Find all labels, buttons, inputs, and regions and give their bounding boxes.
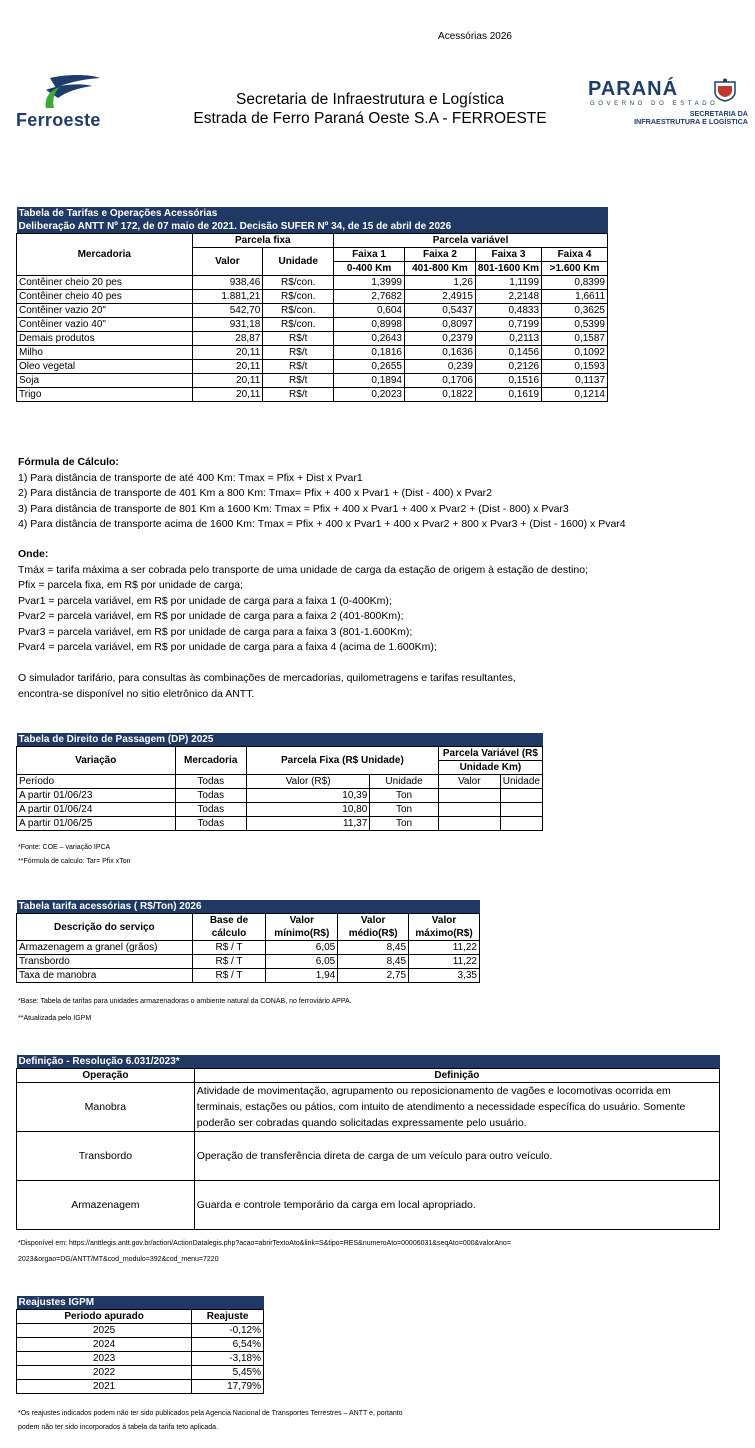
tarifas-header-range-3: 801-1600 Km <box>475 262 541 276</box>
igpm-note-2: podem não ter sido incorporados à tabela da tarifa teto aplicada. <box>18 1424 219 1431</box>
medio-cell: 2,75 <box>338 969 409 983</box>
faixa-2-cell: 0,5437 <box>404 304 475 318</box>
mercadoria-cell: Demais produtos <box>17 332 193 346</box>
table-row <box>17 789 543 803</box>
faixa-3-cell: 1,1199 <box>475 276 541 290</box>
dp-sub-valor: Valor (R$) <box>246 775 369 789</box>
table-row <box>17 276 608 290</box>
valor-cell: 542,70 <box>192 304 263 318</box>
faixa-4-cell: 0,5399 <box>542 318 608 332</box>
onde-line-4: Pvar2 = parcela variável, em R$ por unidade de carga para a faixa 2 (401-800Km); <box>18 610 404 622</box>
formula-title: Fórmula de Cálculo: <box>18 456 119 468</box>
unidade-cell: R$/con. <box>263 318 334 332</box>
mercadoria-cell: Contêiner cheio 40 pes <box>17 290 193 304</box>
onde-section <box>18 547 588 656</box>
definicao-def-manobra: Atividade de movimentação, agrupamento ou reposicionamento de vagões e locomotivas ocorrida em terminais, estações ou pátios, com intuito de atendimento a necessidade específica do usuário. Somente poderão ser cobradas quando solicitadas expressamente pelo usuário. <box>194 1083 719 1132</box>
faixa-2-cell: 2,4915 <box>404 290 475 304</box>
faixa-1-cell: 1,3999 <box>334 276 405 290</box>
medio-cell: 8,45 <box>338 955 409 969</box>
dp-header-parcela-variavel-2: Unidade Km) <box>438 761 542 775</box>
faixa-1-cell: 0,8998 <box>334 318 405 332</box>
table-row <box>17 346 608 360</box>
unidade-cell: R$/t <box>263 332 334 346</box>
table-row <box>17 360 608 374</box>
simulador-line-2: encontra-se disponível no sitio eletrônico da ANTT. <box>18 687 255 700</box>
unidade-cell: R$/con. <box>263 304 334 318</box>
table-row <box>17 374 608 388</box>
dp-sub-var-valor: Valor <box>438 775 500 789</box>
definicao-header-operacao: Operação <box>17 1069 195 1083</box>
var-valor-cell <box>438 817 500 831</box>
definicao-def-transbordo: Operação de transferência direta de carga de um veículo para outro veículo. <box>194 1132 719 1181</box>
reajuste-cell: 17,79% <box>192 1380 264 1394</box>
maximo-cell: 3,35 <box>409 969 480 983</box>
igpm-body <box>17 1324 264 1394</box>
valor-cell: 938,46 <box>192 276 263 290</box>
dp-sub-periodo: Período <box>17 775 176 789</box>
formula-line-2: 2) Para distância de transporte de 401 Km a 800 Km: Tmax= Pfix + 400 x Pvar1 + (Dist - 400) x Pvar2 <box>18 487 492 499</box>
tarifas-header-faixa-3: Faixa 3 <box>475 248 541 262</box>
table-row <box>17 1338 264 1352</box>
minimo-cell: 6,05 <box>266 955 338 969</box>
valor-cell: 20,11 <box>192 388 263 402</box>
medio-cell: 8,45 <box>338 941 409 955</box>
tarifas-header-range-1: 0-400 Km <box>334 262 405 276</box>
acessorias-title: Tabela tarifa acessórias ( R$/Ton) 2026 <box>17 900 480 914</box>
mercadoria-cell: Oleo vegetal <box>17 360 193 374</box>
periodo-cell: A partir 01/06/24 <box>17 803 176 817</box>
tarifas-body <box>17 276 608 402</box>
tarifas-header-unidade: Unidade <box>263 248 334 276</box>
unidade-cell: R$/t <box>263 360 334 374</box>
reajuste-cell: 6,54% <box>192 1338 264 1352</box>
mercadoria-cell: Milho <box>17 346 193 360</box>
table-row <box>17 955 480 969</box>
header-line-1: Secretaria de Infraestrutura e Logística <box>236 91 504 108</box>
definicao-table <box>16 1055 720 1230</box>
faixa-4-cell: 0,1593 <box>542 360 608 374</box>
faixa-1-cell: 2,7682 <box>334 290 405 304</box>
acessorias-table <box>16 900 480 983</box>
parana-logo-secretaria <box>588 110 748 126</box>
tarifas-header-valor: Valor <box>192 248 263 276</box>
faixa-1-cell: 0,2023 <box>334 388 405 402</box>
minimo-cell: 1,94 <box>266 969 338 983</box>
igpm-header-periodo: Periodo apurado <box>17 1310 192 1324</box>
reajuste-cell: 5,45% <box>192 1366 264 1380</box>
valor-cell: 10,39 <box>246 789 369 803</box>
ferroeste-logo-text: Ferroeste <box>16 110 101 130</box>
tarifas-header-faixa-2: Faixa 2 <box>404 248 475 262</box>
acessorias-header-base-1: Base de <box>192 914 266 928</box>
periodo-cell: 2024 <box>17 1338 192 1352</box>
onde-line-2: Pfix = parcela fixa, em R$ por unidade de carga; <box>18 579 244 591</box>
acessorias-header-min-2: mínimo(R$) <box>266 927 338 941</box>
table-row <box>17 1366 264 1380</box>
faixa-3-cell: 0,1516 <box>475 374 541 388</box>
table-row <box>17 1352 264 1366</box>
formula-line-1: 1) Para distância de transporte de até 400 Km: Tmax = Pfix + Dist x Pvar1 <box>18 471 363 484</box>
mercadoria-cell: Contêiner cheio 20 pes <box>17 276 193 290</box>
simulador-section <box>18 671 516 702</box>
onde-line-5: Pvar3 = parcela variável, em R$ por unidade de carga para a faixa 3 (801-1.600Km); <box>18 625 413 638</box>
definicao-def-armazenagem: Guarda e controle temporário da carga em local apropriado. <box>194 1181 719 1230</box>
acessorias-body <box>17 941 480 983</box>
faixa-2-cell: 0,2379 <box>404 332 475 346</box>
dp-header-parcela-fixa: Parcela Fixa (R$ Unidade) <box>246 747 438 775</box>
periodo-cell: A partir 01/06/23 <box>17 789 176 803</box>
dp-sub-unidade: Unidade <box>370 775 438 789</box>
descricao-cell: Taxa de manobra <box>17 969 193 983</box>
onde-line-6: Pvar4 = parcela variável, em R$ por unidade de carga para a faixa 4 (acima de 1.600Km); <box>18 641 437 653</box>
igpm-title: Reajustes IGPM <box>17 1296 264 1310</box>
parana-logo <box>588 78 748 130</box>
parana-coat-of-arms-icon <box>710 78 740 102</box>
definicao-header-definicao: Definição <box>194 1069 719 1083</box>
faixa-1-cell: 0,1816 <box>334 346 405 360</box>
var-unidade-cell <box>500 817 542 831</box>
parana-logo-title: PARANÁ <box>588 78 679 100</box>
dp-header-mercadoria: Mercadoria <box>175 747 246 775</box>
periodo-cell: A partir 01/06/25 <box>17 817 176 831</box>
unidade-cell: R$/t <box>263 374 334 388</box>
tarifas-header-parcela-variavel: Parcela variável <box>334 234 608 248</box>
unidade-cell: Ton <box>370 817 438 831</box>
faixa-4-cell: 0,3625 <box>542 304 608 318</box>
faixa-2-cell: 0,1636 <box>404 346 475 360</box>
valor-cell: 1.881,21 <box>192 290 263 304</box>
maximo-cell: 11,22 <box>409 941 480 955</box>
table-row <box>17 817 543 831</box>
formula-line-4: 4) Para distância de transporte acima de 1600 Km: Tmax = Pfix + 400 x Pvar1 + 400 x Pvar2 + 800 x Pvar3 + (Dist - 1600) x Pvar4 <box>18 518 626 530</box>
valor-cell: 11,37 <box>246 817 369 831</box>
acessorias-header-med-1: Valor <box>338 914 409 928</box>
onde-title: Onde: <box>18 548 49 560</box>
simulador-line-1: O simulador tarifário, para consultas às combinações de mercadorias, quilometragens e tarifas resultantes, <box>18 672 516 684</box>
faixa-2-cell: 0,1822 <box>404 388 475 402</box>
faixa-2-cell: 1,26 <box>404 276 475 290</box>
descricao-cell: Armazenagem a granel (grãos) <box>17 941 193 955</box>
var-valor-cell <box>438 803 500 817</box>
mercadoria-cell: Contêiner vazio 40" <box>17 318 193 332</box>
valor-cell: 10,80 <box>246 803 369 817</box>
acessorias-header-min-1: Valor <box>266 914 338 928</box>
valor-cell: 20,11 <box>192 346 263 360</box>
unidade-cell: R$/t <box>263 346 334 360</box>
igpm-table <box>16 1296 264 1394</box>
faixa-4-cell: 0,1214 <box>542 388 608 402</box>
definicao-note-2: 2023&orgao=DG/ANTT/MT&cod_modulo=392&cod_menu=7220 <box>18 1256 219 1263</box>
table-row <box>17 290 608 304</box>
unidade-cell: R$/con. <box>263 276 334 290</box>
definicao-title: Definição - Resolução 6.031/2023* <box>17 1055 720 1069</box>
reajuste-cell: -3,18% <box>192 1352 264 1366</box>
faixa-1-cell: 0,1894 <box>334 374 405 388</box>
tarifas-header-faixa-4: Faixa 4 <box>542 248 608 262</box>
unidade-cell: Ton <box>370 803 438 817</box>
faixa-1-cell: 0,2655 <box>334 360 405 374</box>
acessorias-note-2: **Atualizada pelo IGPM <box>18 1015 92 1022</box>
table-row <box>17 969 480 983</box>
table-row <box>17 1380 264 1394</box>
tarifas-title-2: Deliberação ANTT Nº 172, de 07 maio de 2021. Decisão SUFER Nº 34, de 15 de abril de 2026 <box>17 220 608 234</box>
reajuste-cell: -0,12% <box>192 1324 264 1338</box>
faixa-2-cell: 0,239 <box>404 360 475 374</box>
mercadoria-cell: Trigo <box>17 388 193 402</box>
valor-cell: 20,11 <box>192 360 263 374</box>
minimo-cell: 6,05 <box>266 941 338 955</box>
faixa-1-cell: 0,604 <box>334 304 405 318</box>
faixa-3-cell: 0,2126 <box>475 360 541 374</box>
formula-section <box>18 455 626 533</box>
faixa-3-cell: 0,1456 <box>475 346 541 360</box>
maximo-cell: 11,22 <box>409 955 480 969</box>
mercadoria-cell: Contêiner vazio 20" <box>17 304 193 318</box>
faixa-4-cell: 1,6611 <box>542 290 608 304</box>
acessorias-header-descricao: Descrição do serviço <box>17 914 193 941</box>
periodo-cell: 2023 <box>17 1352 192 1366</box>
onde-line-3: Pvar1 = parcela variável, em R$ por unidade de carga para a faixa 1 (0-400Km); <box>18 594 392 607</box>
var-valor-cell <box>438 789 500 803</box>
faixa-3-cell: 0,1619 <box>475 388 541 402</box>
acessorias-header-max-2: máximo(R$) <box>409 927 480 941</box>
faixa-4-cell: 0,1587 <box>542 332 608 346</box>
mercadoria-cell: Todas <box>175 789 246 803</box>
parana-logo-gov: GOVERNO DO ESTADO <box>590 101 719 107</box>
faixa-3-cell: 0,2113 <box>475 332 541 346</box>
document-label: Acessórias 2026 <box>438 31 512 42</box>
faixa-3-cell: 0,4833 <box>475 304 541 318</box>
dp-sub-var-unidade: Unidade <box>500 775 542 789</box>
definicao-op-transbordo: Transbordo <box>17 1132 195 1181</box>
formula-line-3: 3) Para distância de transporte de 801 Km a 1600 Km: Tmax = Pfix + 400 x Pvar1 + 400 x Pvar2 + (Dist - 800) x Pvar3 <box>18 502 569 515</box>
tarifas-table <box>16 207 608 402</box>
periodo-cell: 2025 <box>17 1324 192 1338</box>
table-row <box>17 318 608 332</box>
faixa-2-cell: 0,1706 <box>404 374 475 388</box>
faixa-4-cell: 0,1137 <box>542 374 608 388</box>
unidade-cell: R$/con. <box>263 290 334 304</box>
periodo-cell: 2022 <box>17 1366 192 1380</box>
dp-header-variacao: Variação <box>17 747 176 775</box>
dp-sub-todas: Todas <box>175 775 246 789</box>
base-cell: R$ / T <box>192 955 266 969</box>
table-row <box>17 1324 264 1338</box>
acessorias-note-1: *Base: Tabela de tarifas para unidades armazenadoras o ambiente natural da CONAB, no ferroviário APPA. <box>18 998 352 1005</box>
header-line-2: Estrada de Ferro Paraná Oeste S.A - FERROESTE <box>193 110 547 127</box>
faixa-2-cell: 0,8097 <box>404 318 475 332</box>
table-row <box>17 941 480 955</box>
var-unidade-cell <box>500 803 542 817</box>
base-cell: R$ / T <box>192 941 266 955</box>
faixa-3-cell: 0,7199 <box>475 318 541 332</box>
unidade-cell: Ton <box>370 789 438 803</box>
dp-note-2: **Fórmula de calculo: Tar= Pfix xTon <box>18 858 131 865</box>
mercadoria-cell: Todas <box>175 803 246 817</box>
var-unidade-cell <box>500 789 542 803</box>
acessorias-header-max-1: Valor <box>409 914 480 928</box>
dp-header-parcela-variavel-1: Parcela Variável (R$ <box>438 747 542 761</box>
igpm-note-1: *Os reajustes indicados podem não ter sido publicados pela Agencia Nacional de Transportes Terrestres – ANTT e, portanto <box>18 1410 403 1417</box>
tarifas-header-range-2: 401-800 Km <box>404 262 475 276</box>
faixa-3-cell: 2,2148 <box>475 290 541 304</box>
faixa-4-cell: 0,8399 <box>542 276 608 290</box>
valor-cell: 931,18 <box>192 318 263 332</box>
table-row <box>17 388 608 402</box>
faixa-1-cell: 0,2643 <box>334 332 405 346</box>
acessorias-header-base-2: cálculo <box>192 927 266 941</box>
parana-logo-sec-line1: SECRETARIA DA <box>689 109 748 118</box>
definicao-op-manobra: Manobra <box>17 1083 195 1132</box>
dp-table <box>16 733 543 831</box>
unidade-cell: R$/t <box>263 388 334 402</box>
descricao-cell: Transbordo <box>17 955 193 969</box>
definicao-op-armazenagem: Armazenagem <box>17 1181 195 1230</box>
tarifas-title-1: Tabela de Tarifas e Operações Acessórias <box>17 207 608 220</box>
dp-title: Tabela de Direito de Passagem (DP) 2025 <box>17 733 543 747</box>
faixa-4-cell: 0,1092 <box>542 346 608 360</box>
onde-line-1: Tmáx = tarifa máxima a ser cobrada pelo transporte de uma unidade de carga da estação de origem à estação de destino; <box>18 563 588 576</box>
parana-logo-sec-line2: INFRAESTRUTURA E LOGÍSTICA <box>634 117 748 126</box>
base-cell: R$ / T <box>192 969 266 983</box>
tarifas-header-mercadoria: Mercadoria <box>17 234 193 276</box>
definicao-note-1: *Disponível em: https://anttlegis.antt.gov.br/action/ActionDatalegis.php?acao=abrirTextoAto&link=S&tipo=RES&numeroAto=00006031&seqAto=000&valorAno= <box>18 1240 511 1247</box>
mercadoria-cell: Soja <box>17 374 193 388</box>
tarifas-header-parcela-fixa: Parcela fixa <box>192 234 334 248</box>
ferroeste-logo-icon <box>16 74 106 110</box>
mercadoria-cell: Todas <box>175 817 246 831</box>
tarifas-header-faixa-1: Faixa 1 <box>334 248 405 262</box>
valor-cell: 28,87 <box>192 332 263 346</box>
table-row <box>17 304 608 318</box>
tarifas-header-range-4: >1.600 Km <box>542 262 608 276</box>
valor-cell: 20,11 <box>192 374 263 388</box>
ferroeste-logo <box>16 74 126 134</box>
acessorias-header-med-2: médio(R$) <box>338 927 409 941</box>
dp-body <box>17 789 543 831</box>
igpm-header-reajuste: Reajuste <box>192 1310 264 1324</box>
table-row <box>17 332 608 346</box>
dp-note-1: *Fonte: COE – variação IPCA <box>18 844 111 851</box>
periodo-cell: 2021 <box>17 1380 192 1394</box>
table-row <box>17 803 543 817</box>
